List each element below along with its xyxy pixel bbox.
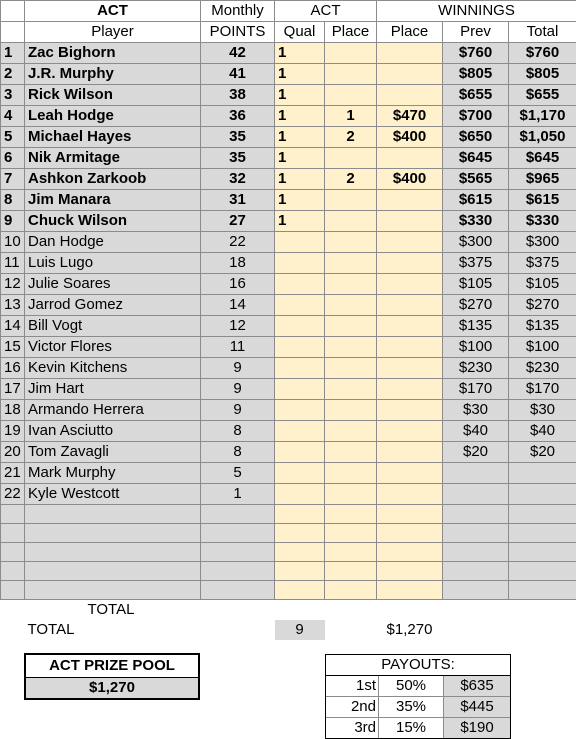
empty-cell[interactable] [325, 543, 377, 562]
empty-row [1, 524, 576, 543]
total-winnings-value[interactable]: $645 [509, 148, 576, 169]
payouts-title[interactable]: PAYOUTS: [326, 655, 510, 676]
points-value[interactable]: 5 [201, 463, 275, 484]
table-row [1, 232, 576, 253]
empty-cell[interactable] [443, 505, 509, 524]
row-number[interactable]: 18 [1, 400, 25, 421]
table-row [1, 295, 576, 316]
points-value[interactable]: 31 [201, 190, 275, 211]
place-value[interactable]: 2 [325, 169, 377, 190]
winnings-place-value[interactable] [377, 211, 443, 232]
total-header[interactable]: Total [509, 22, 576, 43]
points-value[interactable]: 35 [201, 127, 275, 148]
row-number[interactable]: 19 [1, 421, 25, 442]
prev-winnings-value[interactable]: $700 [443, 106, 509, 127]
winnings-place-value[interactable] [377, 379, 443, 400]
qual-value[interactable] [275, 358, 325, 379]
place-value[interactable] [325, 400, 377, 421]
row-number[interactable]: 7 [1, 169, 25, 190]
place-value[interactable] [325, 484, 377, 505]
payout-amount[interactable]: $635 [444, 676, 510, 696]
empty-cell[interactable] [1, 600, 25, 621]
empty-cell[interactable] [377, 562, 443, 581]
place-header[interactable]: Place [325, 22, 377, 43]
qual-value[interactable]: 1 [275, 106, 325, 127]
points-value[interactable]: 9 [201, 400, 275, 421]
empty-cell[interactable] [377, 581, 443, 600]
empty-row [1, 543, 576, 562]
table-row [1, 274, 576, 295]
corner-cell[interactable] [1, 1, 25, 22]
empty-cell[interactable] [1, 505, 25, 524]
empty-cell[interactable] [325, 600, 377, 621]
table-row [1, 190, 576, 211]
player-name[interactable]: Luis Lugo [25, 253, 201, 274]
place-value[interactable] [325, 463, 377, 484]
place-value[interactable] [325, 379, 377, 400]
empty-cell[interactable] [509, 505, 576, 524]
winnings-place-value[interactable] [377, 274, 443, 295]
player-header[interactable]: Player [25, 22, 201, 43]
player-name[interactable]: Jim Manara [25, 190, 201, 211]
empty-cell[interactable] [1, 524, 25, 543]
qual-value[interactable] [275, 442, 325, 463]
place-value[interactable] [325, 421, 377, 442]
row-number[interactable]: 2 [1, 64, 25, 85]
player-name[interactable]: Leah Hodge [25, 106, 201, 127]
row-number[interactable]: 15 [1, 337, 25, 358]
player-name[interactable]: Kyle Westcott [25, 484, 201, 505]
row-number[interactable]: 21 [1, 463, 25, 484]
row-number[interactable]: 22 [1, 484, 25, 505]
row-number[interactable]: 8 [1, 190, 25, 211]
table-row [1, 64, 576, 85]
prev-winnings-value[interactable]: $105 [443, 274, 509, 295]
winnings-place-value[interactable]: $400 [377, 127, 443, 148]
points-value[interactable]: 38 [201, 85, 275, 106]
winnings-place-value[interactable] [377, 484, 443, 505]
prev-winnings-value[interactable]: $20 [443, 442, 509, 463]
total-values-row [1, 620, 576, 640]
empty-cell[interactable] [325, 581, 377, 600]
table-row [1, 169, 576, 190]
total-winnings-value[interactable]: $300 [509, 232, 576, 253]
qual-value[interactable] [275, 400, 325, 421]
winnings-place-value[interactable] [377, 253, 443, 274]
empty-cell[interactable] [443, 581, 509, 600]
place-value[interactable] [325, 253, 377, 274]
prev-winnings-value[interactable]: $655 [443, 85, 509, 106]
empty-row [1, 562, 576, 581]
payout-percent[interactable]: 15% [379, 718, 444, 738]
place-value[interactable] [325, 43, 377, 64]
empty-cell[interactable] [25, 562, 201, 581]
points-value[interactable]: 35 [201, 148, 275, 169]
prev-winnings-value[interactable]: $30 [443, 400, 509, 421]
total-label[interactable]: TOTAL [25, 620, 201, 640]
winnings-group-header[interactable]: WINNINGS [377, 1, 576, 22]
table-row [1, 421, 576, 442]
empty-cell[interactable] [1, 562, 25, 581]
points-value[interactable]: 22 [201, 232, 275, 253]
player-name[interactable]: Julie Soares [25, 274, 201, 295]
table-row [1, 379, 576, 400]
empty-cell[interactable] [443, 562, 509, 581]
prev-winnings-value[interactable]: $330 [443, 211, 509, 232]
table-row [1, 43, 576, 64]
prev-winnings-value[interactable]: $170 [443, 379, 509, 400]
qual-value[interactable] [275, 379, 325, 400]
prize-pool-value[interactable]: $1,270 [26, 678, 198, 698]
prev-winnings-value[interactable]: $645 [443, 148, 509, 169]
points-value[interactable]: 12 [201, 316, 275, 337]
row-number[interactable]: 1 [1, 43, 25, 64]
empty-cell[interactable] [325, 620, 377, 640]
empty-cell[interactable] [509, 600, 576, 621]
place-value[interactable] [325, 358, 377, 379]
player-name[interactable]: Michael Hayes [25, 127, 201, 148]
act-group-header[interactable]: ACT [275, 1, 377, 22]
table-row [1, 358, 576, 379]
total-winnings-value[interactable]: $330 [509, 211, 576, 232]
points-value[interactable]: 41 [201, 64, 275, 85]
place-value[interactable] [325, 442, 377, 463]
row-number[interactable]: 13 [1, 295, 25, 316]
empty-cell[interactable] [1, 581, 25, 600]
row-number[interactable]: 12 [1, 274, 25, 295]
empty-cell[interactable] [201, 524, 275, 543]
player-name[interactable]: Chuck Wilson [25, 211, 201, 232]
qual-value[interactable] [275, 316, 325, 337]
prev-winnings-value[interactable]: $805 [443, 64, 509, 85]
player-name[interactable]: Jim Hart [25, 379, 201, 400]
place-value[interactable] [325, 148, 377, 169]
winnings-place-value[interactable] [377, 190, 443, 211]
empty-cell[interactable] [201, 505, 275, 524]
player-name[interactable]: J.R. Murphy [25, 64, 201, 85]
qual-header[interactable]: Qual [275, 22, 325, 43]
place-value[interactable]: 2 [325, 127, 377, 148]
points-value[interactable]: 8 [201, 421, 275, 442]
total-label[interactable]: TOTAL [25, 600, 201, 621]
total-winnings-value[interactable]: $615 [509, 190, 576, 211]
place-value[interactable] [325, 190, 377, 211]
winnings-place-value[interactable] [377, 64, 443, 85]
winnings-place-value[interactable]: $400 [377, 169, 443, 190]
place-value[interactable] [325, 64, 377, 85]
qual-value[interactable] [275, 295, 325, 316]
table-row [1, 400, 576, 421]
empty-cell[interactable] [201, 543, 275, 562]
points-value[interactable]: 8 [201, 442, 275, 463]
table-row [1, 106, 576, 127]
prev-winnings-value[interactable]: $565 [443, 169, 509, 190]
payout-amount[interactable]: $445 [444, 697, 510, 717]
qual-value[interactable] [275, 232, 325, 253]
qual-value[interactable]: 1 [275, 169, 325, 190]
total-winnings-value[interactable]: $1,170 [509, 106, 576, 127]
total-winnings-value[interactable] [509, 463, 576, 484]
points-value[interactable]: 16 [201, 274, 275, 295]
total-winnings-value[interactable]: $965 [509, 169, 576, 190]
points-value[interactable]: 9 [201, 358, 275, 379]
empty-cell[interactable] [377, 505, 443, 524]
empty-cell[interactable] [275, 581, 325, 600]
total-label-row [1, 600, 576, 621]
total-winnings-value[interactable]: $40 [509, 421, 576, 442]
place-value[interactable] [325, 295, 377, 316]
place-value[interactable] [325, 274, 377, 295]
corner-cell[interactable] [1, 22, 25, 43]
empty-cell[interactable] [443, 620, 509, 640]
total-winnings-value[interactable]: $170 [509, 379, 576, 400]
empty-row [1, 505, 576, 524]
winnings-place-value[interactable] [377, 85, 443, 106]
empty-cell[interactable] [509, 524, 576, 543]
empty-cell[interactable] [25, 524, 201, 543]
empty-cell[interactable] [325, 524, 377, 543]
total-winnings-value[interactable]: $230 [509, 358, 576, 379]
prev-header[interactable]: Prev [443, 22, 509, 43]
row-number[interactable]: 16 [1, 358, 25, 379]
place-value[interactable]: 1 [325, 106, 377, 127]
total-winnings-value[interactable]: $655 [509, 85, 576, 106]
qual-value[interactable]: 1 [275, 211, 325, 232]
payout-place[interactable]: 2nd [326, 697, 379, 717]
player-name[interactable]: Ashkon Zarkoob [25, 169, 201, 190]
payout-row [326, 676, 510, 697]
total-winnings-value[interactable]: $30 [509, 400, 576, 421]
empty-cell[interactable] [275, 562, 325, 581]
player-name[interactable]: Dan Hodge [25, 232, 201, 253]
empty-cell[interactable] [275, 600, 325, 621]
total-winnings-value[interactable]: $100 [509, 337, 576, 358]
payout-row [326, 697, 510, 718]
winnings-place-value[interactable] [377, 295, 443, 316]
points-value[interactable]: 36 [201, 106, 275, 127]
table-row [1, 337, 576, 358]
player-name[interactable]: Ivan Asciutto [25, 421, 201, 442]
empty-cell[interactable] [377, 600, 443, 621]
prev-winnings-value[interactable]: $270 [443, 295, 509, 316]
row-number[interactable]: 14 [1, 316, 25, 337]
place-value[interactable] [325, 337, 377, 358]
payout-place[interactable]: 1st [326, 676, 379, 696]
prev-winnings-value[interactable]: $40 [443, 421, 509, 442]
points-header[interactable]: POINTS [201, 22, 275, 43]
empty-cell[interactable] [201, 562, 275, 581]
prize-pool-box [24, 653, 200, 700]
prev-winnings-value[interactable]: $615 [443, 190, 509, 211]
prev-winnings-value[interactable]: $135 [443, 316, 509, 337]
player-name[interactable]: Armando Herrera [25, 400, 201, 421]
row-number[interactable]: 17 [1, 379, 25, 400]
payouts-box [325, 654, 511, 739]
empty-cell[interactable] [275, 524, 325, 543]
prev-winnings-value[interactable] [443, 463, 509, 484]
row-number[interactable]: 5 [1, 127, 25, 148]
qual-value[interactable] [275, 253, 325, 274]
qual-value[interactable]: 1 [275, 64, 325, 85]
place-value[interactable] [325, 211, 377, 232]
monthly-header[interactable]: Monthly [201, 1, 275, 22]
prev-winnings-value[interactable]: $230 [443, 358, 509, 379]
payout-percent[interactable]: 35% [379, 697, 444, 717]
table-row [1, 463, 576, 484]
winnings-place-value[interactable] [377, 358, 443, 379]
row-number[interactable]: 9 [1, 211, 25, 232]
winnings-place-value[interactable] [377, 337, 443, 358]
empty-cell[interactable] [509, 543, 576, 562]
row-number[interactable]: 3 [1, 85, 25, 106]
qual-value[interactable]: 1 [275, 85, 325, 106]
row-number[interactable]: 11 [1, 253, 25, 274]
row-number[interactable]: 20 [1, 442, 25, 463]
winnings-place-value[interactable] [377, 442, 443, 463]
empty-cell[interactable] [201, 581, 275, 600]
empty-cell[interactable] [325, 505, 377, 524]
points-value[interactable]: 14 [201, 295, 275, 316]
table-row [1, 253, 576, 274]
empty-row [1, 581, 576, 600]
table-row [1, 148, 576, 169]
qual-value[interactable] [275, 463, 325, 484]
total-winnings-value[interactable]: $270 [509, 295, 576, 316]
winnings-place-value[interactable] [377, 316, 443, 337]
prev-winnings-value[interactable] [443, 484, 509, 505]
total-winnings-value[interactable]: $105 [509, 274, 576, 295]
empty-cell[interactable] [443, 524, 509, 543]
winnings-place-value[interactable] [377, 421, 443, 442]
qual-value[interactable] [275, 484, 325, 505]
place-value[interactable] [325, 232, 377, 253]
qual-value[interactable] [275, 421, 325, 442]
winnings-place-value[interactable] [377, 43, 443, 64]
total-winnings-value[interactable]: $805 [509, 64, 576, 85]
table-row [1, 85, 576, 106]
payout-amount[interactable]: $190 [444, 718, 510, 738]
empty-cell[interactable] [25, 543, 201, 562]
table-row [1, 484, 576, 505]
player-name[interactable]: Tom Zavagli [25, 442, 201, 463]
qual-total[interactable]: 9 [275, 620, 325, 640]
empty-cell[interactable] [443, 543, 509, 562]
player-name[interactable]: Victor Flores [25, 337, 201, 358]
qual-value[interactable]: 1 [275, 148, 325, 169]
empty-cell[interactable] [201, 600, 275, 621]
total-winnings-value[interactable]: $375 [509, 253, 576, 274]
place-value[interactable] [325, 316, 377, 337]
qual-value[interactable]: 1 [275, 190, 325, 211]
total-winnings-value[interactable]: $20 [509, 442, 576, 463]
table-row [1, 316, 576, 337]
total-winnings-value[interactable] [509, 484, 576, 505]
player-name[interactable]: Nik Armitage [25, 148, 201, 169]
player-name[interactable]: Mark Murphy [25, 463, 201, 484]
empty-cell[interactable] [275, 505, 325, 524]
qual-value[interactable]: 1 [275, 43, 325, 64]
table-row [1, 442, 576, 463]
empty-cell[interactable] [325, 562, 377, 581]
winnings-place-value[interactable] [377, 400, 443, 421]
empty-cell[interactable] [509, 581, 576, 600]
row-number[interactable]: 10 [1, 232, 25, 253]
empty-cell[interactable] [201, 620, 275, 640]
player-name[interactable]: Bill Vogt [25, 316, 201, 337]
place-value[interactable] [325, 85, 377, 106]
winnings-place-value[interactable] [377, 148, 443, 169]
total-winnings-value[interactable]: $135 [509, 316, 576, 337]
row-number[interactable]: 6 [1, 148, 25, 169]
empty-cell[interactable] [1, 620, 25, 640]
prev-winnings-value[interactable]: $300 [443, 232, 509, 253]
prev-winnings-value[interactable]: $100 [443, 337, 509, 358]
empty-cell[interactable] [377, 524, 443, 543]
total-winnings-value[interactable]: $1,050 [509, 127, 576, 148]
prev-winnings-value[interactable]: $650 [443, 127, 509, 148]
points-value[interactable]: 1 [201, 484, 275, 505]
payout-place[interactable]: 3rd [326, 718, 379, 738]
prize-pool-title[interactable]: ACT PRIZE POOL [26, 655, 198, 678]
qual-value[interactable]: 1 [275, 127, 325, 148]
empty-cell[interactable] [509, 562, 576, 581]
points-value[interactable]: 32 [201, 169, 275, 190]
player-name[interactable]: Jarrod Gomez [25, 295, 201, 316]
empty-cell[interactable] [25, 581, 201, 600]
table-row [1, 211, 576, 232]
points-value[interactable]: 11 [201, 337, 275, 358]
place-total[interactable]: $1,270 [377, 620, 443, 640]
player-name[interactable]: Rick Wilson [25, 85, 201, 106]
payout-row [326, 718, 510, 738]
winnings-place-value[interactable] [377, 232, 443, 253]
total-winnings-value[interactable]: $760 [509, 43, 576, 64]
empty-cell[interactable] [25, 505, 201, 524]
winnings-place-value[interactable]: $470 [377, 106, 443, 127]
player-name[interactable]: Kevin Kitchens [25, 358, 201, 379]
empty-cell[interactable] [377, 543, 443, 562]
points-value[interactable]: 9 [201, 379, 275, 400]
prev-winnings-value[interactable]: $375 [443, 253, 509, 274]
table-row [1, 127, 576, 148]
qual-value[interactable] [275, 274, 325, 295]
row-number[interactable]: 4 [1, 106, 25, 127]
winnings-place-header[interactable]: Place [377, 22, 443, 43]
act-title-header[interactable]: ACT [25, 1, 201, 22]
qual-value[interactable] [275, 337, 325, 358]
points-value[interactable]: 27 [201, 211, 275, 232]
winnings-place-value[interactable] [377, 463, 443, 484]
prev-winnings-value[interactable]: $760 [443, 43, 509, 64]
player-name[interactable]: Zac Bighorn [25, 43, 201, 64]
points-value[interactable]: 18 [201, 253, 275, 274]
empty-cell[interactable] [509, 620, 576, 640]
empty-cell[interactable] [443, 600, 509, 621]
empty-cell[interactable] [275, 543, 325, 562]
points-value[interactable]: 42 [201, 43, 275, 64]
empty-cell[interactable] [1, 543, 25, 562]
payout-percent[interactable]: 50% [379, 676, 444, 696]
